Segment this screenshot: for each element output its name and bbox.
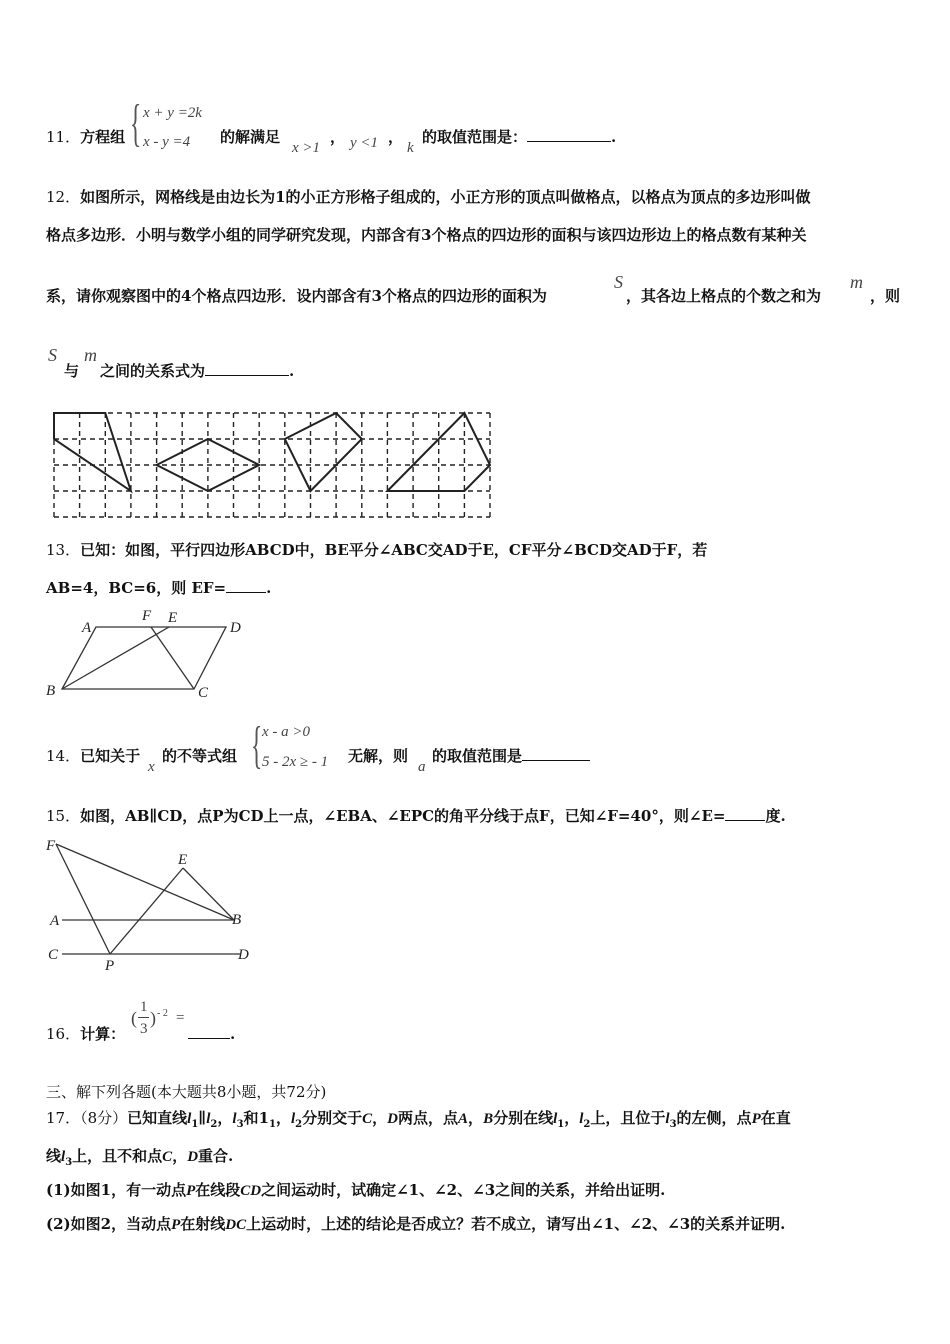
q17-p1a: (1)如图1，有一动点: [46, 1181, 187, 1199]
q17-t4: 分别在线: [493, 1109, 554, 1127]
q17-one: 1: [258, 1109, 269, 1127]
q17-p2c: 上运动时，上述的结论是否成立？若不成立，请写出∠1、∠2、∠3的关系并证明.: [246, 1215, 786, 1233]
q17-s4: 1: [269, 1119, 276, 1130]
q14-number: 14．: [46, 747, 81, 765]
q17-t2: 分别交于: [302, 1109, 363, 1127]
q17-c5: ，: [564, 1109, 580, 1127]
grid-lines: [54, 413, 490, 517]
label-A: A: [50, 913, 60, 929]
q11-comma-2: ，: [388, 128, 404, 146]
q12-text-1: 如图所示，网格线是由边长为1的小正方形格子组成的，小正方形的顶点叫做格点，以格点为顶点的多边形叫做: [80, 188, 811, 206]
segment-FB: [56, 844, 234, 920]
label-C: C: [198, 685, 209, 701]
q17-number: 17．: [46, 1109, 81, 1127]
q16-text: 计算：: [80, 1025, 126, 1043]
q11-system-line-2: x - y =4: [143, 134, 191, 150]
segment-PE: [110, 868, 183, 954]
q13-parallelogram-figure: [44, 605, 254, 700]
q12-line-3: [46, 286, 547, 306]
q16-answer-blank: [188, 1024, 230, 1039]
q17-B: B: [483, 1111, 494, 1127]
q11-brace: {: [130, 95, 142, 152]
q17-C2: C: [162, 1149, 173, 1165]
q11-text-3: 的取值范围是：: [422, 128, 528, 146]
q17-l5: l: [290, 1111, 296, 1127]
q13-text-1: 已知：如图，平行四边形ABCD中，BE平分∠ABC交AD于E，CF平分∠BCD交AD于F，若: [80, 541, 708, 559]
q17-l7: l: [579, 1111, 584, 1127]
q17-t9: 上，且不和点: [72, 1147, 163, 1165]
q17-A: A: [458, 1111, 469, 1127]
q17-p2b: 在射线: [180, 1215, 226, 1233]
q17-line-2: [46, 1146, 233, 1173]
q16-number: 16．: [46, 1025, 81, 1043]
grid-quad-1: [54, 413, 131, 491]
q14-line: [46, 746, 140, 766]
q17-s6: 1: [557, 1119, 565, 1130]
q11-text-2: 的解满足: [220, 128, 281, 146]
q16-line: [46, 1024, 125, 1044]
label-A: A: [82, 620, 92, 636]
q12-line-1: [46, 187, 811, 207]
q15-text: 如图，AB∥CD，点P为CD上一点，∠EBA、∠EPC的角平分线于点F，已知∠F=40°，则∠E=: [80, 807, 726, 825]
q15-line: [46, 806, 786, 826]
q14-system-line-2: 5 - 2x ≥ - 1: [262, 754, 329, 770]
q14-brace: {: [251, 717, 263, 774]
section-3-heading: 三、解下列各题(本大题共8小题，共72分): [46, 1083, 327, 1101]
label-D: D: [238, 947, 249, 963]
q11-line-rest: [220, 127, 280, 147]
q17-c2: ，: [275, 1109, 291, 1127]
q12-text-4a: 与: [64, 362, 80, 380]
q17-c4: ，: [468, 1109, 484, 1127]
q17-s1: 1: [191, 1119, 199, 1130]
q16-frac-den: 3: [140, 1021, 148, 1037]
q16-end: .: [230, 1025, 236, 1043]
q13-number: 13．: [46, 541, 81, 559]
q17-p1-P: P: [186, 1183, 196, 1199]
segment-EB: [183, 868, 234, 920]
q14-answer-blank: [522, 746, 590, 761]
q17-s9: 3: [65, 1157, 73, 1168]
q17-p1c: 之间运动时，试确定∠1、∠2、∠3之间的关系，并给出证明.: [261, 1181, 666, 1199]
q14-line-end: [432, 746, 590, 766]
q15-end: 度.: [765, 807, 786, 825]
parallelogram-ABCD: [62, 627, 226, 689]
q17-s7: 2: [583, 1119, 591, 1130]
q13-answer-blank: [226, 578, 266, 593]
q13-line-2: [46, 578, 271, 598]
label-F: F: [46, 838, 56, 854]
q17-part-1: [46, 1180, 665, 1201]
q17-D2: D: [187, 1149, 199, 1165]
segment-FP: [56, 844, 110, 954]
q17-t8: 线: [46, 1147, 62, 1165]
q17-l6: l: [553, 1111, 558, 1127]
q17-P: P: [751, 1111, 761, 1127]
q17-l8: l: [665, 1111, 670, 1127]
q17-C: C: [362, 1111, 373, 1127]
q12-var-m-2: m: [84, 345, 97, 365]
q11-cond-2: y <1: [350, 135, 379, 151]
q17-l9: l: [61, 1149, 66, 1165]
q12-grid-figure: [54, 413, 494, 523]
q17-s5: 2: [295, 1119, 303, 1130]
q15-answer-blank: [725, 806, 765, 821]
q12-var-S: S: [614, 272, 623, 292]
q17-c: ，: [217, 1109, 233, 1127]
q12-answer-blank: [205, 361, 289, 376]
q17-p2-DC: DC: [225, 1217, 247, 1233]
q11-answer-blank: [527, 127, 611, 142]
q17-par: ∥: [198, 1109, 207, 1127]
q17-t3: 两点，点: [398, 1109, 459, 1127]
q17-score: （8分）: [80, 1109, 128, 1127]
q17-D: D: [387, 1111, 399, 1127]
q15-figure: [44, 836, 264, 974]
q17-s3: 3: [236, 1119, 244, 1130]
q16-frac-bar: [138, 1017, 149, 1018]
q17-and: 和: [243, 1109, 259, 1127]
label-E: E: [168, 610, 178, 626]
q11-number: 11．: [46, 128, 81, 146]
q11-end: .: [611, 128, 617, 146]
q17-s8: 3: [669, 1119, 677, 1130]
q13-line-1: [46, 540, 707, 560]
q14-text-3: 无解，则: [348, 747, 409, 765]
label-B: B: [232, 912, 242, 928]
q17-p2a: (2)如图2，当动点: [46, 1215, 172, 1233]
q17-c6: ，: [172, 1147, 188, 1165]
q12-line-4b: [100, 361, 294, 381]
q17-s2: 2: [210, 1119, 218, 1130]
q17-p1-CD: CD: [240, 1183, 262, 1199]
q17-t1: 已知直线: [127, 1109, 188, 1127]
label-P: P: [105, 958, 115, 974]
label-F: F: [142, 608, 152, 624]
q12-var-m: m: [850, 272, 863, 292]
q16-exponent: - 2: [157, 1008, 168, 1019]
label-E: E: [178, 852, 188, 868]
label-C: C: [48, 947, 59, 963]
q17-l3: l: [232, 1111, 237, 1127]
q17-c3: ，: [372, 1109, 388, 1127]
q14-var-a: a: [418, 759, 426, 775]
q11-line-end: [422, 127, 616, 147]
q14-text-4: 的取值范围是: [432, 747, 523, 765]
label-B: B: [46, 683, 56, 699]
q12-line-3c: ，则: [870, 287, 901, 305]
q11-var-k: k: [407, 140, 414, 156]
q17-t10: 重合.: [198, 1147, 234, 1165]
q15-number: 15．: [46, 807, 81, 825]
q13-end: .: [266, 579, 272, 597]
q12-text-4b: 之间的关系式为: [100, 362, 206, 380]
q14-text-2: 的不等式组: [162, 747, 238, 765]
q11-cond-1: x >1: [292, 140, 321, 156]
q12-text-3a: 系，请你观察图中的4个格点四边形．设内部含有3个格点的四边形的面积为: [46, 287, 547, 305]
q17-l1: l: [187, 1111, 192, 1127]
q11-comma-1: ，: [330, 128, 346, 146]
q17-part-2: [46, 1214, 785, 1235]
q17-t6: 的左侧，点: [676, 1109, 752, 1127]
segment-BE: [62, 627, 169, 689]
q12-end: .: [289, 362, 295, 380]
label-D: D: [230, 620, 241, 636]
q14-system-line-1: x - a >0: [262, 724, 311, 740]
q11-line: [46, 127, 125, 147]
q14-text-1: 已知关于: [80, 747, 141, 765]
q11-system-line-1: x + y =2k: [143, 105, 202, 121]
q17-p1b: 在线段: [195, 1181, 241, 1199]
q13-text-2: AB=4，BC=6，则 EF=: [46, 579, 227, 597]
q16-equals: =: [176, 1010, 185, 1026]
grid-quad-3: [285, 413, 362, 491]
q17-line-1: [46, 1108, 791, 1135]
q12-number: 12．: [46, 188, 81, 206]
q16-paren-right: ): [150, 1008, 156, 1028]
q17-t5: 上，且位于: [590, 1109, 666, 1127]
q12-var-S-2: S: [48, 345, 57, 365]
q11-text-1: 方程组: [80, 128, 126, 146]
q16-frac-num: 1: [140, 999, 148, 1015]
segment-CF: [151, 627, 194, 689]
q12-line-2: 格点多边形．小明与数学小组的同学研究发现，内部含有3个格点的四边形的面积与该四边形边上的格点数有某种关: [46, 226, 807, 244]
q17-p2-P: P: [171, 1217, 181, 1233]
q12-line-3b: ，其各边上格点的个数之和为: [626, 287, 822, 305]
q17-t7: 在直: [760, 1109, 791, 1127]
q14-var-x: x: [148, 759, 155, 775]
q17-l2: l: [206, 1111, 211, 1127]
q16-line-end: [188, 1024, 235, 1044]
q16-paren-left: (: [131, 1008, 137, 1028]
